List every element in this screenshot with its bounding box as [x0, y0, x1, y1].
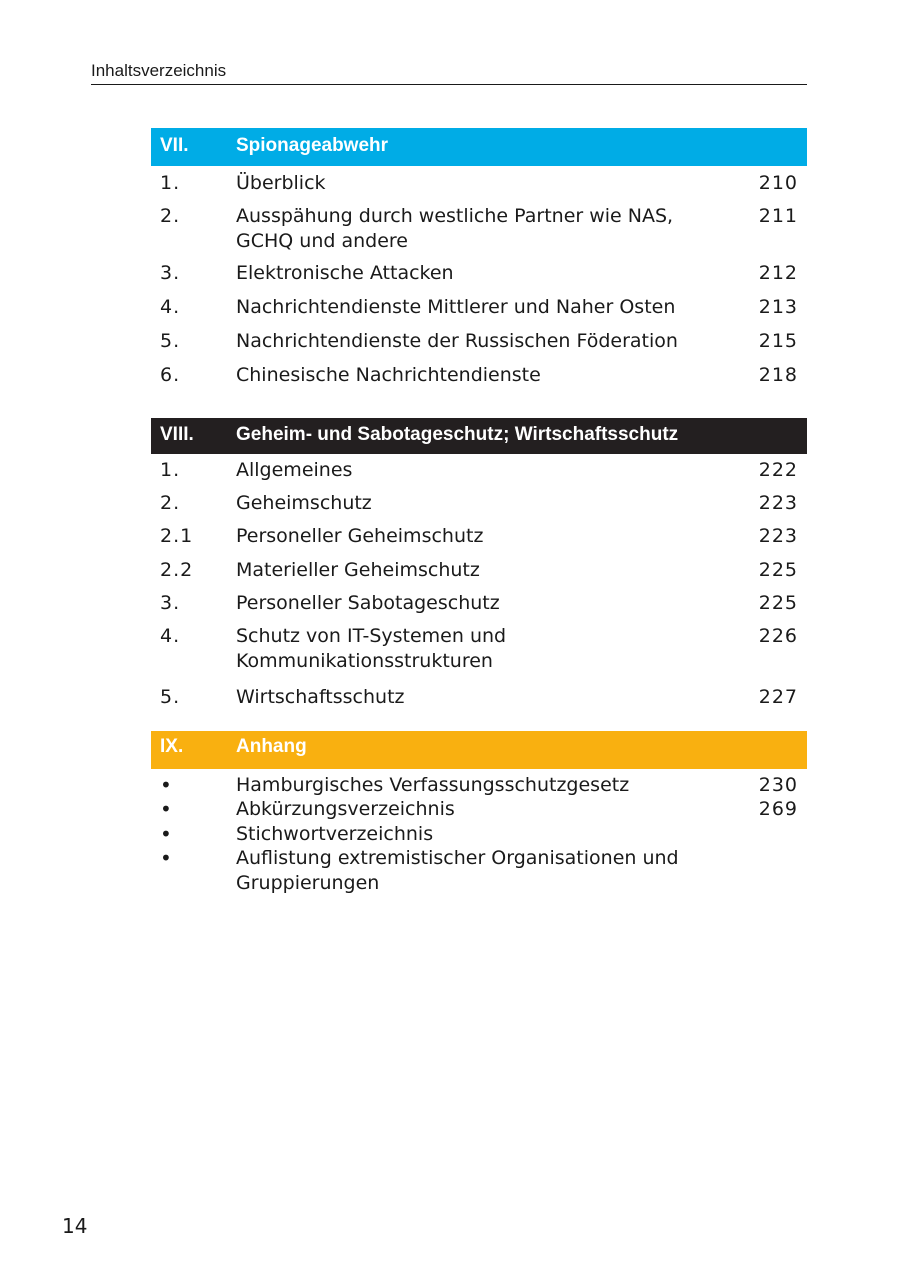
entry-number: 4.: [160, 625, 181, 647]
entry-number: 2.: [160, 492, 181, 514]
section-number: VIII.: [160, 424, 194, 445]
entry-number: 6.: [160, 364, 181, 386]
section-header-vii: [151, 128, 807, 166]
entry-number: 3.: [160, 592, 181, 614]
bullet-icon: •: [160, 797, 172, 821]
section-header-ix: [151, 731, 807, 769]
entry-page: 223: [758, 492, 798, 514]
section-number: IX.: [160, 736, 184, 757]
entry-number: 1.: [160, 172, 181, 194]
entry-number: 2.1: [160, 525, 194, 547]
entry-title: Chinesische Nachrichtendienste: [236, 364, 541, 386]
entry-page: 211: [758, 205, 798, 227]
entry-page: 230: [758, 774, 798, 796]
entry-title: Überblick: [236, 172, 326, 194]
bullet-icon: •: [160, 822, 172, 846]
entry-number: 2.2: [160, 559, 194, 581]
section-title: Spionageabwehr: [236, 135, 389, 156]
section-title: Anhang: [236, 736, 307, 757]
entry-number: 1.: [160, 459, 181, 481]
entry-title: Stichwortverzeichnis: [236, 823, 434, 845]
entry-title: Abkürzungsverzeichnis: [236, 798, 455, 820]
entry-title: Personeller Geheimschutz: [236, 525, 484, 547]
section-header-viii: [151, 418, 807, 454]
entry-title: Ausspähung durch westliche Partner wie NAS, GCHQ und andere: [236, 205, 674, 252]
bullet-icon: •: [160, 773, 172, 797]
entry-title: Materieller Geheimschutz: [236, 559, 480, 581]
section-title: Geheim- und Sabotageschutz; Wirtschaftsschutz: [236, 424, 679, 445]
running-head-title: Inhaltsverzeichnis: [91, 61, 227, 80]
entry-page: 210: [758, 172, 798, 194]
entry-page: 226: [758, 625, 798, 647]
entry-page: 218: [758, 364, 798, 386]
entry-page: 215: [758, 330, 798, 352]
section-number: VII.: [160, 135, 189, 156]
entry-title: Elektronische Attacken: [236, 262, 454, 284]
entry-page: 223: [758, 525, 798, 547]
entry-number: 2.: [160, 205, 181, 227]
entry-title: Hamburgisches Verfassungsschutzgesetz: [236, 774, 630, 796]
entry-number: 4.: [160, 296, 181, 318]
entry-page: 212: [758, 262, 798, 284]
entry-title: Nachrichtendienste der Russischen Föderation: [236, 330, 678, 352]
entry-page: 213: [758, 296, 798, 318]
entry-title: Personeller Sabotageschutz: [236, 592, 500, 614]
entry-page: 227: [758, 686, 798, 708]
entry-title: Allgemeines: [236, 459, 353, 481]
entry-number: 5.: [160, 330, 181, 352]
entry-number: 3.: [160, 262, 181, 284]
entry-page: 225: [758, 559, 798, 581]
bullet-icon: •: [160, 846, 172, 870]
entry-title: Nachrichtendienste Mittlerer und Naher Osten: [236, 296, 676, 318]
entry-page: 222: [758, 459, 798, 481]
entry-title: Auflistung extremistischer Organisationen und Gruppierungen: [236, 847, 679, 894]
entry-title: Wirtschaftsschutz: [236, 686, 405, 708]
entry-title: Schutz von IT-Systemen und Kommunikationsstrukturen: [236, 625, 507, 672]
entry-page: 225: [758, 592, 798, 614]
page-number: 14: [62, 1214, 88, 1238]
entry-number: 5.: [160, 686, 181, 708]
entry-title: Geheimschutz: [236, 492, 372, 514]
entry-page: 269: [758, 798, 798, 820]
header-rule: [91, 84, 807, 85]
